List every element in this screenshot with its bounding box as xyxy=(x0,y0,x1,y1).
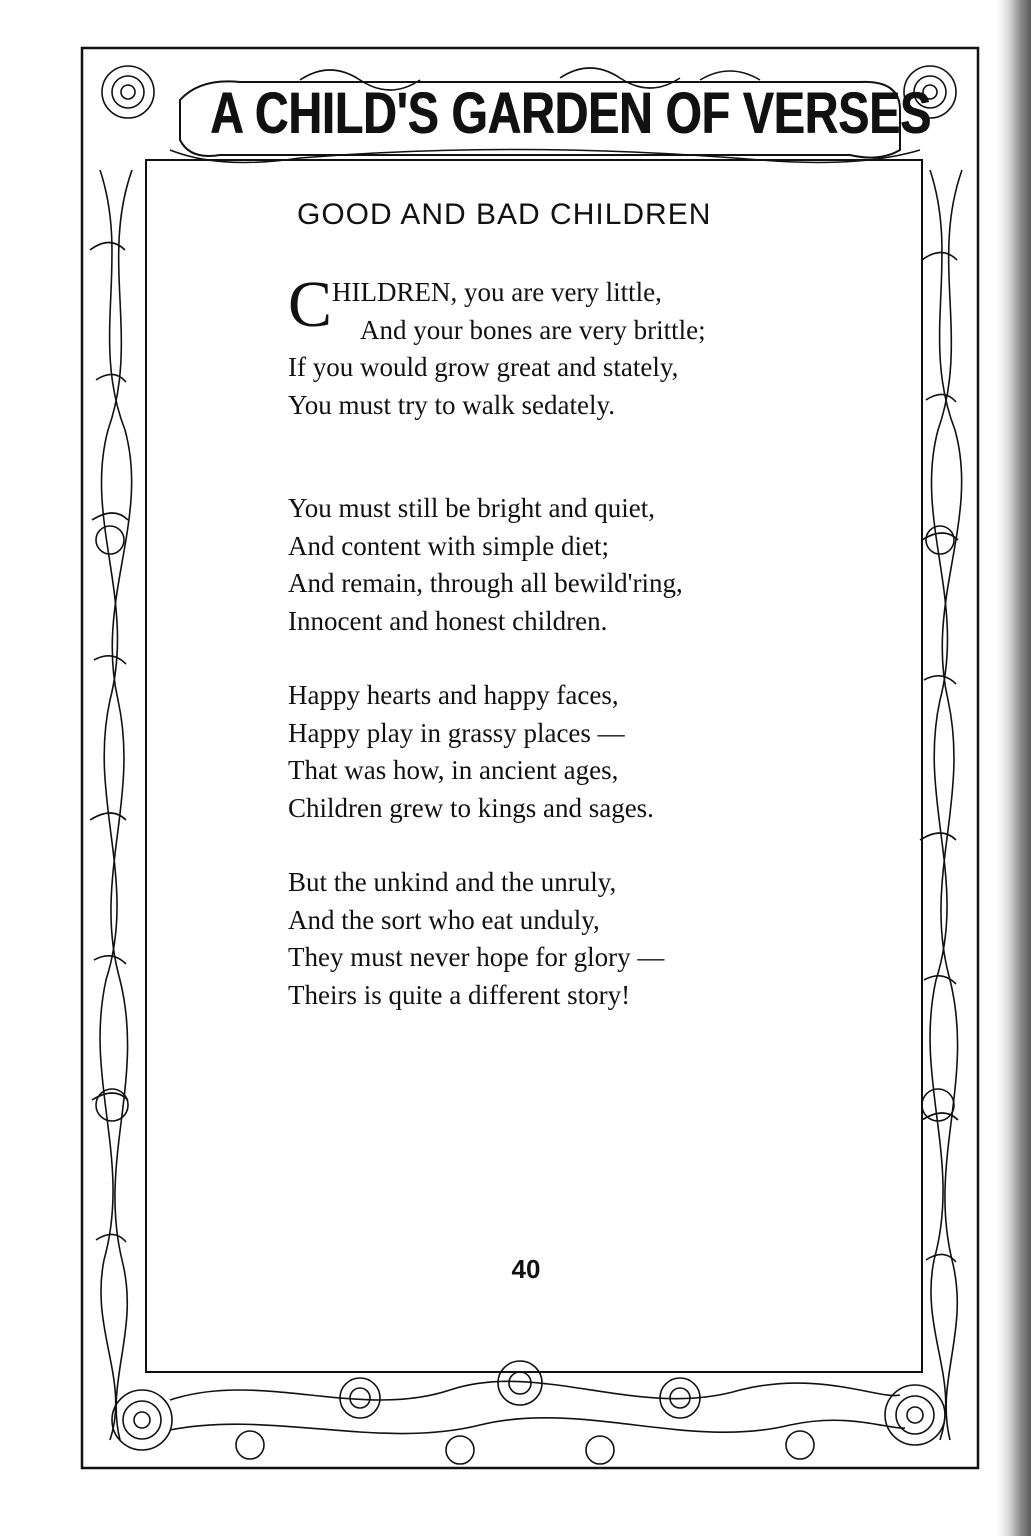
poem-line: Children grew to kings and sages. xyxy=(288,792,654,823)
left-vine xyxy=(90,170,132,1440)
stanza-4 xyxy=(288,864,664,1014)
drop-cap: C xyxy=(288,268,333,341)
poem-line-text: HILDREN, you are very little, xyxy=(332,277,662,307)
poem-line: And the sort who eat unduly, xyxy=(288,904,600,935)
poem-line: And your bones are very brittle; xyxy=(360,314,706,345)
stanza-1 xyxy=(288,268,706,424)
poem-line: That was how, in ancient ages, xyxy=(288,755,619,785)
page-number: 40 xyxy=(511,1254,541,1284)
poem-line: But the unkind and the unruly, xyxy=(288,867,617,897)
poem-line: And remain, through all bewild'ring, xyxy=(288,568,683,598)
poem-line: Happy hearts and happy faces, xyxy=(288,680,619,710)
running-title: A CHILD'S GARDEN OF VERSES xyxy=(210,81,931,146)
stanza-3 xyxy=(288,677,654,827)
poem-line: And content with simple diet; xyxy=(288,530,609,561)
poem-line: Theirs is quite a different story! xyxy=(288,979,631,1010)
poem-line: You must try to walk sedately. xyxy=(288,389,615,420)
poem-line: They must never hope for glory — xyxy=(288,942,665,972)
poem-line: Happy play in grassy places — xyxy=(288,717,625,748)
poem-line: You must still be bright and quiet, xyxy=(288,493,656,523)
poem-line: If you would grow great and stately, xyxy=(288,352,679,382)
right-vine xyxy=(920,170,962,1440)
poem-title: GOOD AND BAD CHILDREN xyxy=(297,198,712,231)
poem-line: Innocent and honest children. xyxy=(288,605,608,636)
stanza-2 xyxy=(288,490,683,640)
